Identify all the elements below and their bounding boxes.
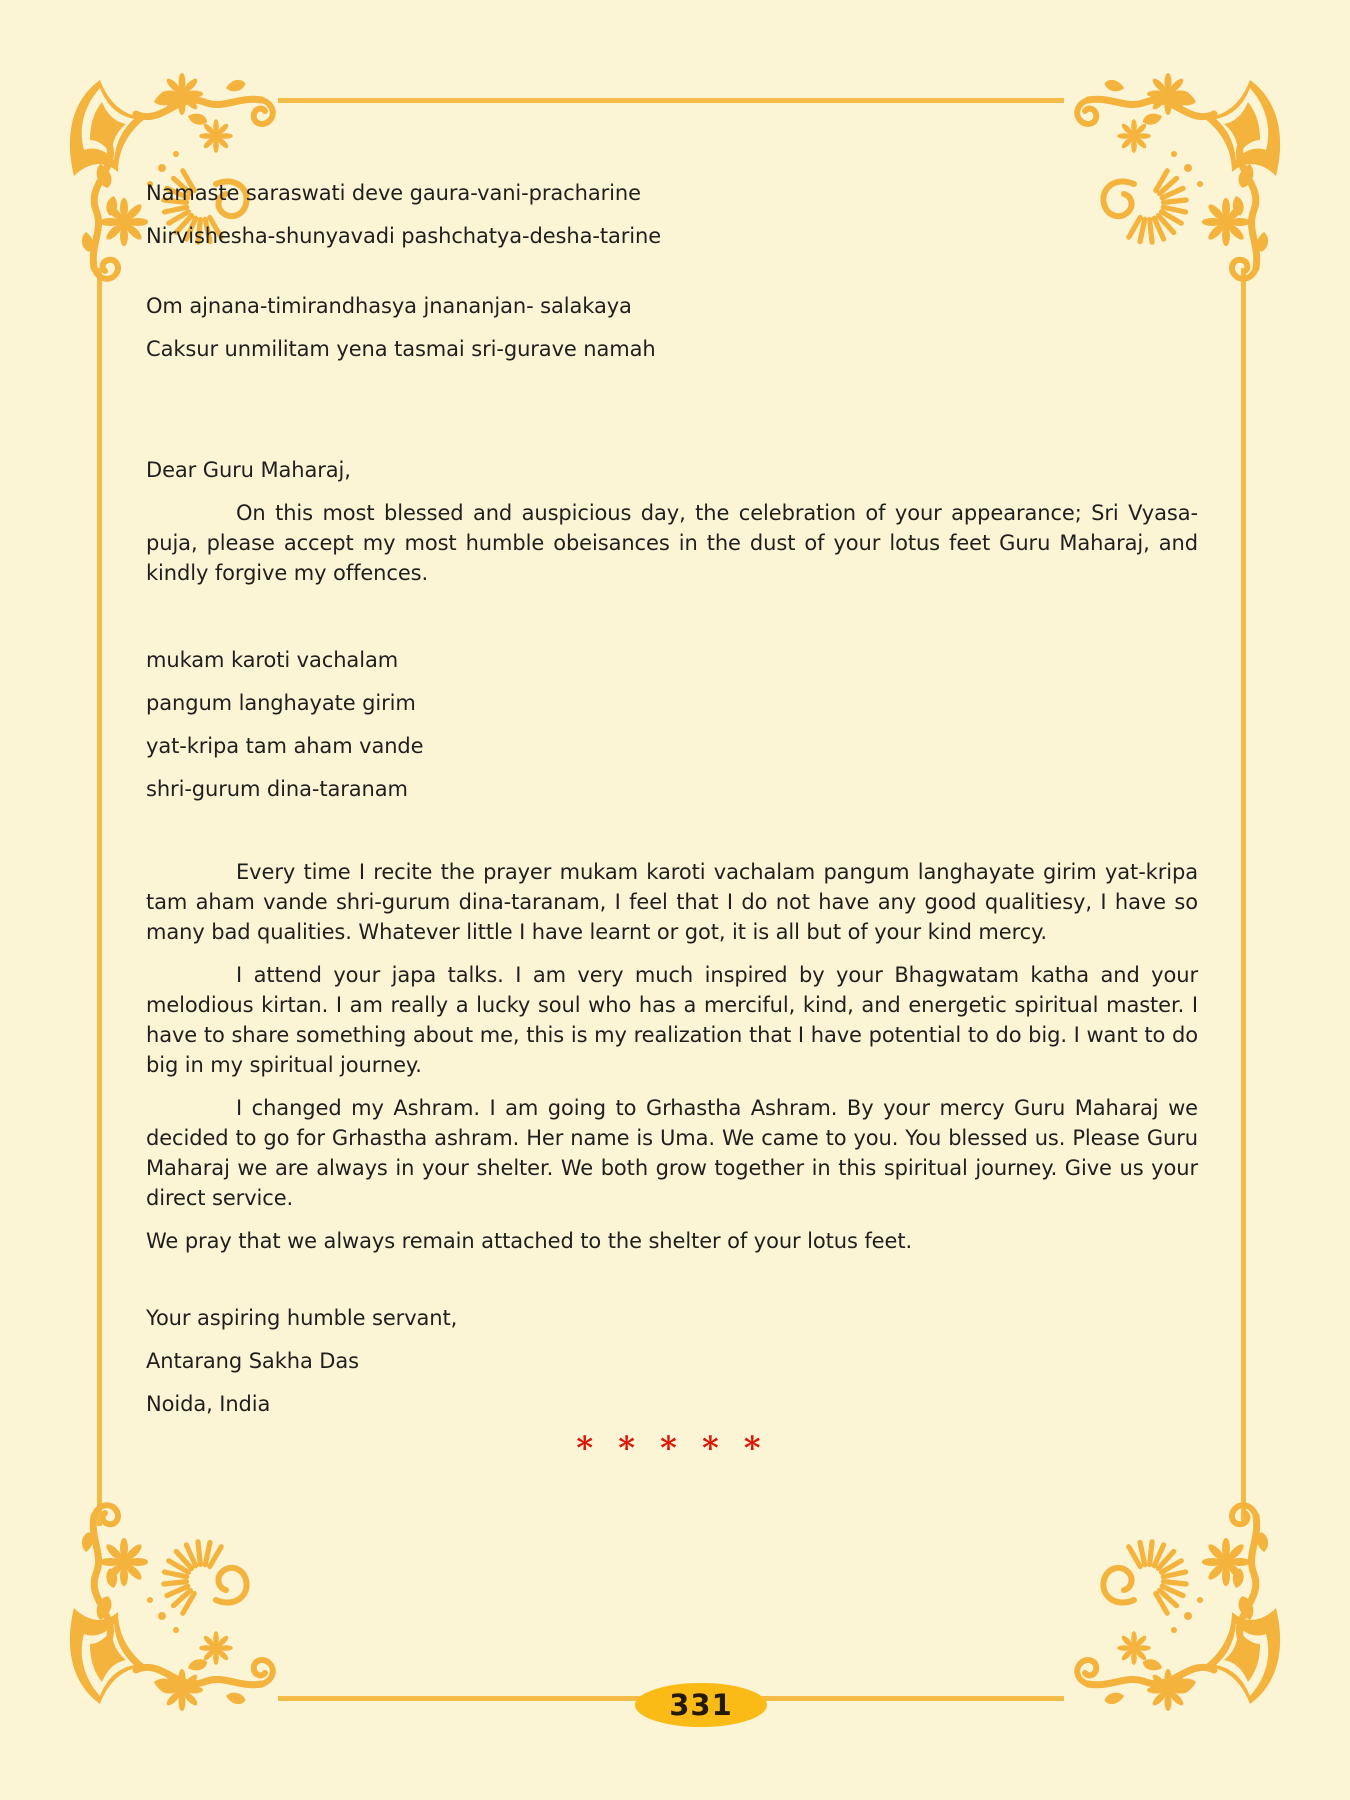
invocation-line-4: Caksur unmilitam yena tasmai sri-gurave namah (146, 337, 656, 361)
paragraph-5: We pray that we always remain attached to the shelter of your lotus feet. (146, 1229, 913, 1253)
paragraph-4: I changed my Ashram. I am going to Grhastha Ashram. By your mercy Guru Maharaj we decided to go for Grhastha ashram. Her name is Uma. We came to you. You blessed us. Please Guru Maharaj we are always in your shelter. We both grow together in this spiritual journey. Give us your direct service. (146, 1096, 1198, 1210)
floral-corner-icon (1072, 1494, 1284, 1712)
paragraph-3: I attend your japa talks. I am very much inspired by your Bhagwatam katha and your melodious kirtan. I am really a lucky soul who has a merciful, kind, and energetic spiritual master. I have to share something about me, this is my realization that I have potential to do big. I want to do big in my spiritual journey. (146, 963, 1198, 1077)
paragraph-1: On this most blessed and auspicious day, the celebration of your appearance; Sri Vyasa-puja, please accept my most humble obeisances in the dust of your lotus feet Guru Maharaj, and kindly forgive my offences. (146, 501, 1198, 585)
salutation: Dear Guru Maharaj, (146, 458, 351, 482)
page-number-badge (635, 1683, 767, 1727)
closing-line: Your aspiring humble servant, (146, 1306, 458, 1330)
letter-body (146, 178, 1198, 1477)
border-line-top (278, 98, 1064, 103)
location: Noida, India (146, 1392, 271, 1416)
page-number: 331 (669, 1688, 733, 1722)
floral-corner-icon (66, 1494, 278, 1712)
invocation-line-1: Namaste saraswati deve gaura-vani-pracharine (146, 181, 641, 205)
border-line-left (97, 268, 102, 1526)
verse-line-3: yat-kripa tam aham vande (146, 734, 424, 758)
stars-separator: * * * * * (576, 1429, 768, 1467)
paragraph-2: Every time I recite the prayer mukam karoti vachalam pangum langhayate girim yat-kripa tam aham vande shri-gurum dina-taranam, I feel that I do not have any good qualitiesy, I have so many bad qualities. Whatever little I have learnt or got, it is all but of your kind mercy. (146, 860, 1198, 944)
signature: Antarang Sakha Das (146, 1349, 359, 1373)
border-line-right (1241, 268, 1246, 1526)
verse-line-2: pangum langhayate girim (146, 691, 416, 715)
verse-line-4: shri-gurum dina-taranam (146, 777, 408, 801)
invocation-line-3: Om ajnana-timirandhasya jnananjan- salakaya (146, 294, 632, 318)
verse-line-1: mukam karoti vachalam (146, 648, 399, 672)
invocation-line-2: Nirvishesha-shunyavadi pashchatya-desha-tarine (146, 224, 662, 248)
